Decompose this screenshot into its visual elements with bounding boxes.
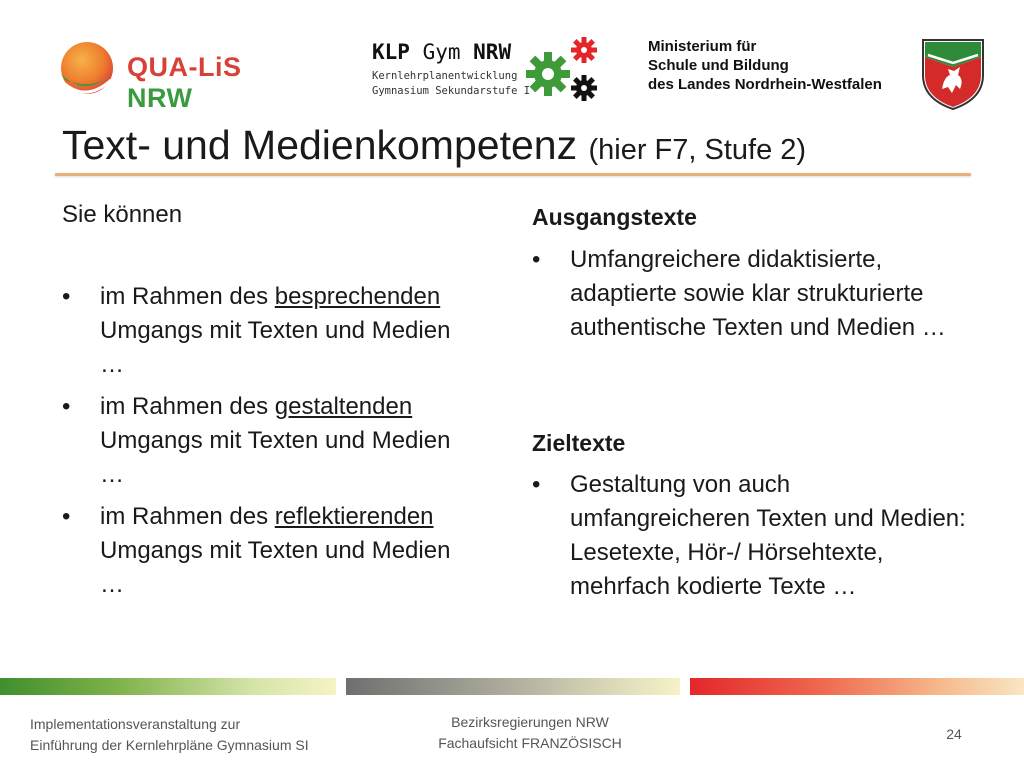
nrw-coat-of-arms-icon xyxy=(920,37,986,111)
ministry-logo-text xyxy=(648,37,898,97)
title-divider xyxy=(55,173,971,176)
klp-wordmark: KLP Gym NRW xyxy=(372,40,512,64)
list-item: • im Rahmen des reflektierenden Umgangs mit Texten und Medien … xyxy=(62,500,502,602)
footer-event: Implementationsveranstaltung zur Einführung der Kernlehrpläne Gymnasium SI xyxy=(30,716,309,753)
ministry-line1: Ministerium für xyxy=(648,38,757,55)
slide-title: Text- und Medienkompetenz (hier F7, Stufe 2) xyxy=(62,122,807,168)
ministry-line2: Schule und Bildung xyxy=(648,57,789,74)
zieltexte-heading: Zieltexte xyxy=(532,430,626,456)
page-number: 24 xyxy=(946,726,962,742)
gears-icon xyxy=(524,34,604,106)
footer-bar-red xyxy=(690,678,1024,695)
list-item: • im Rahmen des besprechenden Umgangs mit Texten und Medien … xyxy=(62,280,502,382)
klp-subtitle-line2: Gymnasium Sekundarstufe I xyxy=(372,85,531,97)
footer-authority: Bezirksregierungen NRW Fachaufsicht FRANZÖSISCH xyxy=(438,714,622,751)
footer-bar-gray xyxy=(346,678,680,695)
list-item: • Gestaltung von auch umfangreicheren Texten und Medien: Lesetexte, Hör-/ Hörsehtexte, mehrfach kodierte Texte … xyxy=(532,468,972,604)
footer-bar-green xyxy=(0,678,336,695)
list-item: • Umfangreichere didaktisierte, adaptierte sowie klar strukturierte authentische Texten und Medien … xyxy=(532,243,972,345)
qualis-wordmark: QUA-LiS NRW xyxy=(127,52,242,113)
slide-title-sub: (hier F7, Stufe 2) xyxy=(588,134,807,166)
qualis-logo xyxy=(55,38,305,113)
competence-list xyxy=(62,280,502,610)
intro-text: Sie können xyxy=(62,201,183,228)
list-item: • im Rahmen des gestaltenden Umgangs mit Texten und Medien … xyxy=(62,390,502,492)
klp-subtitle-line1: Kernlehrplanentwicklung xyxy=(372,70,518,82)
zieltexte-list xyxy=(532,468,972,604)
ausgangstexte-list xyxy=(532,243,972,345)
ausgangstexte-heading: Ausgangstexte xyxy=(532,204,697,230)
ministry-line3: des Landes Nordrhein-Westfalen xyxy=(648,76,882,93)
klp-logo xyxy=(372,40,602,106)
qualis-emblem-icon xyxy=(57,40,117,100)
